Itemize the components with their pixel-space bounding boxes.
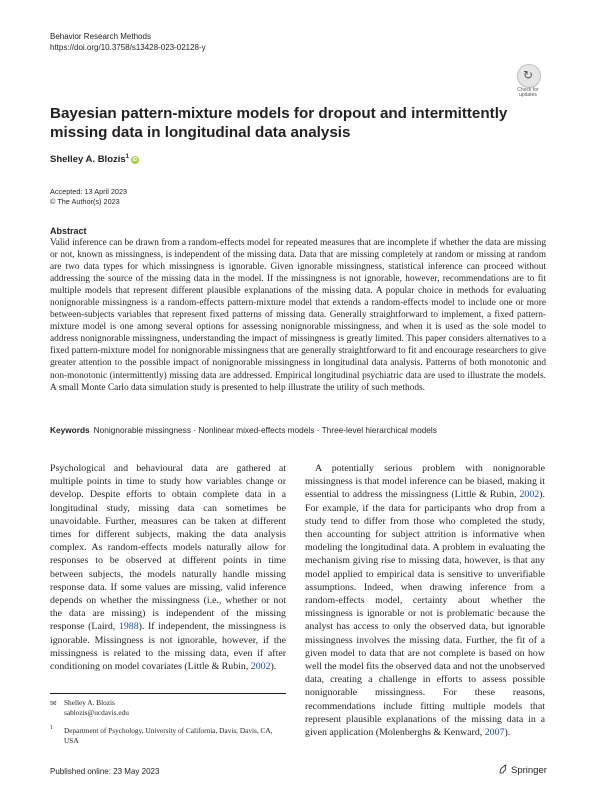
text-run: Psychological and behavioural data are gathered at multiple points in time to study how variables change or develop. Despite efforts to obtain complete data in a longitudinal study, missing data can sometimes be unavoidable. Further, measures can be taken at different times for different subjects, making the data analysis complex. As random-effects models naturally allow for responses to be observed at different points in time between subjects, the models naturally handle missing response data. If some values are missing, valid inference depends on whether the missingness (i.e., whether or not the data are missing) is independent of the missing response (Laird, bbox=[50, 463, 286, 633]
keywords-list: Nonignorable missingness · Nonlinear mixed-effects models · Three-level hierarchical models bbox=[93, 425, 437, 435]
keywords-label: Keywords bbox=[50, 425, 90, 435]
body-column-right bbox=[305, 462, 545, 739]
doi-link[interactable]: https://doi.org/10.3758/s13428-023-02128-y bbox=[50, 43, 206, 52]
published-date: Published online: 23 May 2023 bbox=[50, 767, 160, 776]
badge-line2: updates bbox=[519, 92, 537, 98]
check-for-updates-badge[interactable] bbox=[512, 64, 544, 98]
springer-horse-icon bbox=[498, 764, 508, 774]
footnote-rule bbox=[50, 693, 286, 694]
publisher-logo bbox=[498, 764, 547, 776]
journal-name: Behavior Research Methods bbox=[50, 32, 151, 41]
author-line bbox=[50, 154, 139, 165]
corresponding-author: Shelley A. Blozis bbox=[64, 698, 115, 707]
paragraph-intro bbox=[50, 462, 286, 673]
text-run: ). If independent, the missingness is ignorable. Missingness is not ignorable, however, if the missingness is related to the missing data, even if after conditioning on model covariates (Little & Rubin, bbox=[50, 621, 286, 673]
text-run: A potentially serious problem with nonignorable missingness is that model inference can be biased, making it essential to address the missingness (Little & Rubin, bbox=[305, 463, 545, 501]
envelope-icon: ✉ bbox=[50, 699, 57, 708]
badge-line1: Check for bbox=[517, 87, 539, 93]
orcid-icon[interactable]: iD bbox=[132, 157, 138, 164]
copyright: © The Author(s) 2023 bbox=[50, 197, 120, 206]
text-run: ). For example, if the data for participants who drop from a study tend to differ from those who completed the study, then accounting for subject attrition is informative when modeling the longitudinal data. A problem in evaluating the mechanism giving rise to missing data, however, is that any model applied to empirical data is sensitive to unverifiable assumptions. Indeed, when drawing inference from a random-effects model, certainty about whether the missingness is ignorable or not is problematic because the analyst has access to only the observed data, but ignorable missingness involves the missing data. Further, the fit of a given model to data that are not complete is based on how well the model fits the observed data and not the unobserved data, creating a challenge in efforts to assess possible nonignorable missingness. For these reasons, recommendations include fitting multiple models that represent plausible explanations of the missing data in a given application (Molenberghs & Kenward, bbox=[305, 489, 545, 739]
paragraph-problem bbox=[305, 462, 545, 739]
citation-link[interactable]: 2002 bbox=[519, 489, 540, 501]
abstract-heading: Abstract bbox=[50, 226, 87, 236]
accepted-date: Accepted: 13 April 2023 bbox=[50, 187, 128, 196]
publisher-name: Springer bbox=[511, 765, 547, 776]
affiliation: Department of Psychology, University of California, Davis, Davis, CA, USA bbox=[64, 726, 273, 745]
refresh-icon: ↻ bbox=[523, 68, 534, 82]
text-run: ). bbox=[270, 661, 277, 673]
keywords bbox=[50, 425, 437, 435]
affiliation-number: 1 bbox=[50, 725, 53, 731]
author-affil-sup: 1 bbox=[125, 154, 130, 160]
citation-link[interactable]: 2007 bbox=[484, 727, 505, 739]
author-name[interactable]: Shelley A. Blozis bbox=[50, 154, 126, 166]
abstract-text: Valid inference can be drawn from a random-effects model for repeated measures that are incomplete if whether the data are missing or not, known as missingness, is independent of the missing data. Data that are missing completely at random or missing at random are two data types for which missingness is ignorable. Given ignorable missingness, statistical inference can proceed without addressing the source of the missing data in the model. If the missingness is not ignorable, however, recommendations are to fit multiple models that represent different plausible explanations of the missing data. A popular choice in methods for evaluating nonignorable missingness is a random-effects pattern-mixture model that extends a random-effects model to include one or more between-subjects variables that represent fixed patterns of missing data. Generally straightforward to implement, a fixed pattern-mixture model is one among several options for assessing nonignorable missingness, and when it is used as the sole model to address nonignorable missingness, understanding the impact of missingness is greatly limited. This paper considers alternatives to a fixed pattern-mixture model for nonignorable missingness that are generally straightforward to fit and encourage researchers to give greater attention to the possible impact of nonignorable missingness in longitudinal data analysis. Patterns of both monotonic and non-monotonic (intermittently) missing data are addressed. Empirical longitudinal psychiatric data are used to illustrate the models. A small Monte Carlo data simulation study is presented to help illustrate the utility of such methods. bbox=[50, 238, 546, 393]
text-run: ). bbox=[504, 727, 511, 739]
article-title: Bayesian pattern-mixture models for dropout and intermittently missing data in longitudinal data analysis bbox=[50, 105, 508, 141]
citation-link[interactable]: 1988 bbox=[118, 621, 139, 633]
author-email[interactable]: sablozis@ucdavis.edu bbox=[64, 707, 129, 717]
body-column-left bbox=[50, 462, 286, 673]
citation-link[interactable]: 2002 bbox=[250, 661, 271, 673]
